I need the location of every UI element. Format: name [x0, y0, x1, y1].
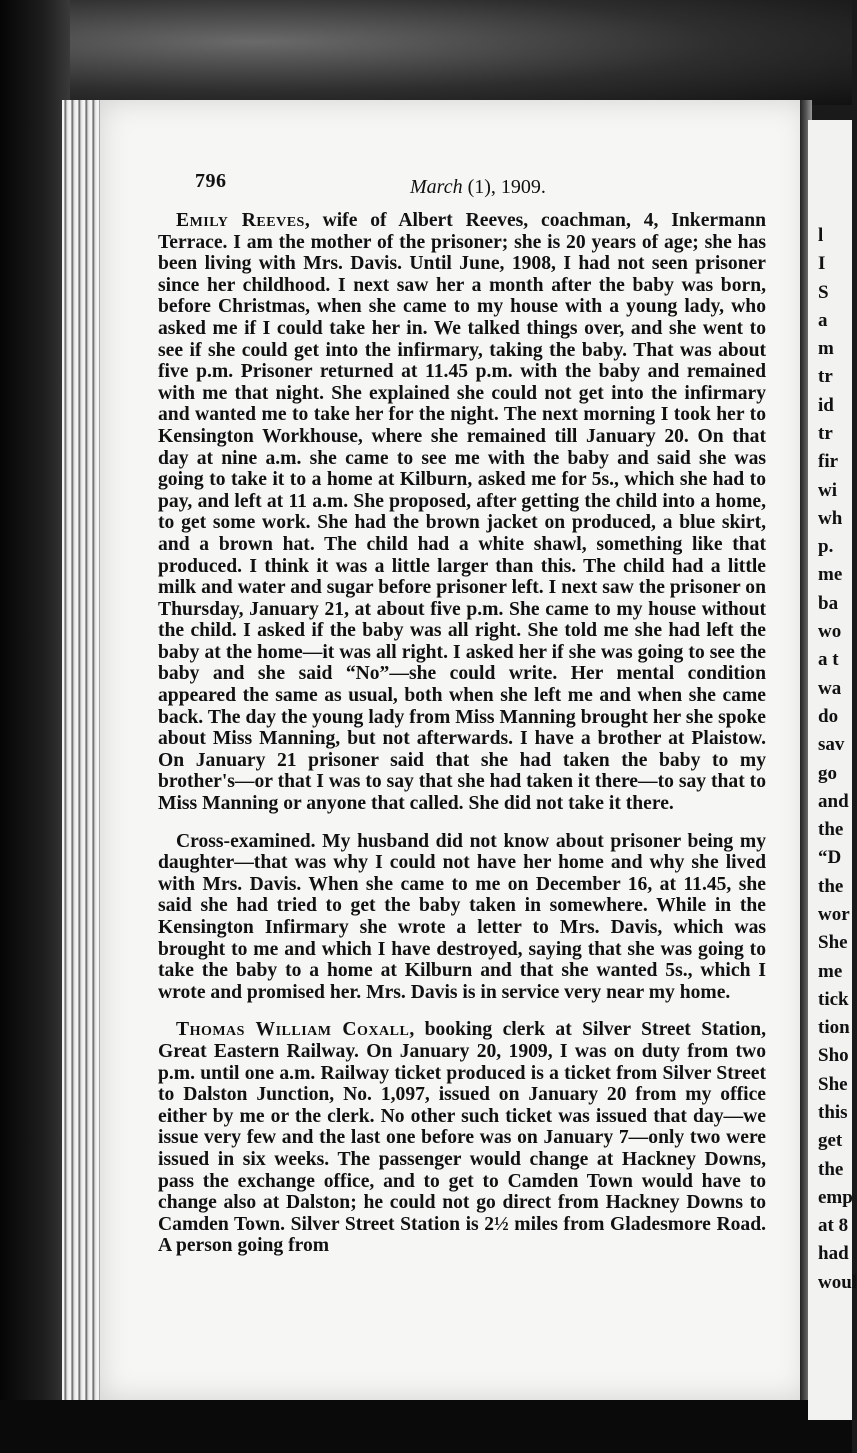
facing-page-fragment: tr	[818, 366, 833, 388]
facing-page-fragment: ba	[818, 592, 839, 614]
facing-page-fragment: this	[818, 1101, 848, 1123]
facing-page-fragment: tion	[818, 1017, 850, 1039]
facing-page-fragment: tr	[818, 423, 833, 445]
facing-page-fragment: wor	[818, 903, 850, 925]
facing-page-fragment: the	[818, 1158, 844, 1180]
facing-page-fragment: emp	[818, 1186, 853, 1208]
facing-page-fragment: She	[818, 932, 848, 954]
facing-page-fragment: the	[818, 819, 844, 841]
facing-page-fragment: get	[818, 1130, 843, 1152]
scan-background-top	[0, 0, 852, 105]
facing-page-fragment: “D	[818, 847, 842, 869]
facing-page-fragment: wo	[818, 621, 842, 643]
facing-page-fragment: a t	[818, 649, 839, 671]
facing-page-fragment: m	[818, 338, 834, 360]
facing-page-fragment: wa	[818, 677, 842, 699]
facing-page-fragment: id	[818, 394, 834, 416]
facing-page-fragment: p.	[818, 536, 834, 558]
facing-page-fragment: Sho	[818, 1045, 849, 1067]
paragraph-text: , booking clerk at Silver Street Station, Great Eastern Railway. On January 20, 1909, I was on duty from two p.m. until one a.m. Railway ticket produced is a ticket from Silver Street to Dalston Junction, No. 1,097, issued on January 20 from my office either by me or the clerk. No other such ticket was issued that day—we issue very few and the last one before was on January 7—only two were issued in six weeks. The passenger would change at Hackney Downs, pass the exchange office, and to get to Camden Town would have to change also at Dalston; he could not go direct from Hackney Downs to Camden Town. Silver Street Station is 2½ miles from Gladesmore Road. A person going from	[158, 1019, 767, 1257]
paragraph-emily-reeves	[158, 210, 766, 815]
speaker-name: Emily Reeves	[176, 210, 305, 231]
facing-page-fragment: me	[818, 960, 843, 982]
running-head-month: March	[410, 176, 463, 198]
facing-page-fragment: woul	[818, 1271, 857, 1293]
facing-page-fragment: l	[818, 225, 824, 246]
facing-page-fragment: tick	[818, 988, 849, 1010]
facing-page-fragment: She	[818, 1073, 848, 1095]
facing-page-fragment: a	[818, 309, 828, 331]
speaker-name: Thomas William Coxall	[176, 1019, 410, 1041]
paragraph-thomas-coxall	[158, 1019, 766, 1257]
paragraph-cross-examined	[158, 831, 766, 1004]
scan-background-bottom	[0, 1400, 852, 1453]
book-page	[100, 100, 808, 1400]
facing-page-fragment: the	[818, 875, 844, 897]
facing-page-fragment: and	[818, 790, 849, 812]
facing-page-fragment: do	[818, 705, 839, 727]
book-page-edges	[62, 100, 104, 1400]
paragraph-text: Cross-examined. My husband did not know about prisoner being my daughter—that was why I could not have her home and why she lived with Mrs. Davis. When she came to me on December 16, at 11.45, she said she had tried to get the baby taken in somewhere. While in the Kensington Infirmary she wrote a letter to Mrs. Davis, which was brought to me and which I have destroyed, saying that she was going to take the baby to a home at Kilburn and that she wanted 5s., which I wrote and promised her. Mrs. Davis is in service very near my home.	[158, 830, 766, 1003]
page-header	[195, 170, 575, 200]
running-head	[410, 176, 546, 199]
running-head-date: (1), 1909.	[462, 176, 546, 198]
scan-background-left	[0, 0, 70, 1453]
facing-page-fragment: me	[818, 564, 843, 586]
page-number: 796	[195, 170, 227, 192]
body-text	[158, 210, 766, 1273]
facing-page-fragment: wh	[818, 507, 843, 529]
facing-page-fragment: at 8	[818, 1215, 849, 1237]
facing-page-fragment: go	[818, 762, 837, 784]
paragraph-text: , wife of Albert Reeves, coachman, 4, Inkermann Terrace. I am the mother of the prisoner; she is 20 years of age; she has been living with Mrs. Davis. Until June, 1908, I had not seen prisoner since her childhood. I next saw her a month after the baby was born, before Christmas, when she came to my house with a young lady, who asked me if I could take her in. We talked things over, and she went to see if she could get into the infirmary, taking the baby. That was about five p.m. Prisoner returned at 11.45 p.m. with the baby and remained with me that night. She explained she could not get into the infirmary and wanted me to take her for the night. The next morning I took her to Kensington Workhouse, where she remained till January 20. On that day at nine a.m. she came to see me with the baby and said she was going to take it to a home at Kilburn, asked me for 5s., which she had to pay, and left at 11 a.m. She proposed, after getting the child into a home, to get some work. She had the brown jacket on produced, a blue skirt, and a brown hat. The child had a white shawl, something like that produced. I think it was a little larger than this. The child had a little milk and water and sugar before prisoner left. I next saw the prisoner on Thursday, January 21, at about five p.m. She came to my house without the child. I asked if the baby was all right. She told me she had left the baby at the home—it was all right. I asked her if she was going to see the baby and she said “No”—she could write. Her mental condition appeared the same as usual, both when she left me and when she came back. The day the young lady from Miss Manning brought her she spoke about Miss Manning, but not afterwards. I have a brother at Plaistow. On January 21 prisoner said that she had taken the baby to my brother's—or that I was to say that she had taken it there—to say that to Miss Manning or anyone that called. She did not take it there.	[158, 210, 766, 815]
facing-page	[808, 120, 857, 1420]
facing-page-fragment: I	[818, 253, 826, 275]
facing-page-fragment: sav	[818, 734, 845, 756]
facing-page-fragment: fir	[818, 451, 839, 473]
facing-page-fragment: S	[818, 281, 829, 303]
facing-page-fragment: had	[818, 1243, 849, 1265]
facing-page-fragment: wi	[818, 479, 837, 501]
